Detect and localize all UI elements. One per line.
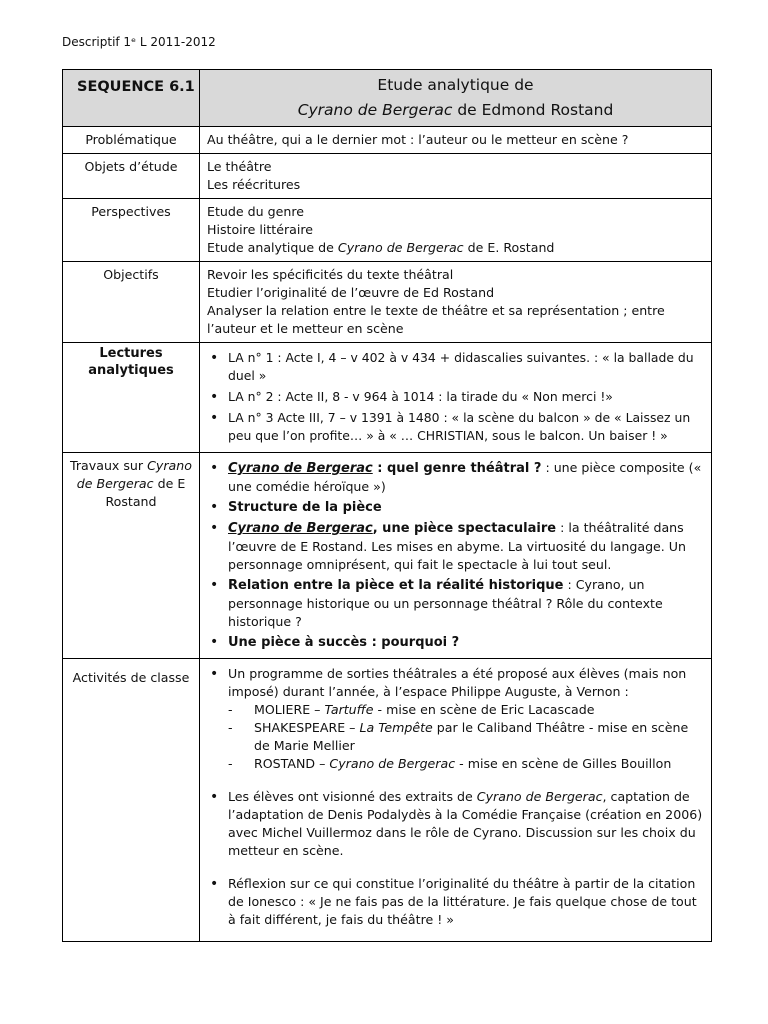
sequence-header-row [63,70,712,127]
travaux-item [207,576,705,631]
activite-d2-work: La Tempête [359,720,433,735]
problematique-label: Problématique [63,127,200,154]
perspectives-line: Etude du genre [207,204,304,219]
travaux-item1-head: : quel genre théâtral ? [372,461,542,476]
sequence-title-line2 [200,98,711,123]
objets-line: Les réécritures [207,177,301,192]
travaux-item1-work: Cyrano de Bergerac [228,461,373,476]
travaux-item2-head: Structure de la pièce [228,500,382,515]
row-activites [63,659,712,942]
travaux-item1-text: : une pièce composite (« une comédie héroïque ») [228,460,702,494]
problematique-text: Au théâtre, qui a le dernier mot : l’auteur ou le metteur en scène ? [200,127,712,154]
travaux-label-b: de E Rostand [105,476,186,509]
row-lectures [63,343,712,453]
activite-p2-b: , captation de l’adaptation de Denis Podalydès à la Comédie Française (création en 2006) avec Michel Vuillermoz dans le rôle de Cyrano. Discussion sur les choix du metteur en scène. [228,789,703,858]
lectures-content [200,343,712,453]
activites-content [200,659,712,942]
travaux-label-a: Travaux sur [70,458,148,473]
activite-d1-a: MOLIERE – [254,702,325,717]
objectifs-line: Revoir les spécificités du texte théâtral [207,267,454,282]
perspectives-content [200,199,712,262]
travaux-item [207,498,705,517]
objectifs-content [200,262,712,343]
perspectives-line [207,239,705,257]
row-objectifs [63,262,712,343]
activites-label: Activités de classe [63,659,200,942]
lecture-item: • LA n° 3 Acte III, 7 – v 1391 à 1480 : « la scène du balcon » de « Laissez un peu que l’on profite… » à « … CHRISTIAN, sous le balcon. Un baiser ! » [207,409,705,445]
travaux-item5-head: Une pièce à succès : pourquoi ? [228,635,460,650]
lecture-item: • LA n° 2 : Acte II, 8 - v 964 à 1014 : la tirade du « Non merci !» [207,388,705,406]
lectures-list [207,349,705,445]
page-header: Descriptif 1ᵉ L 2011-2012 [62,35,216,49]
row-travaux [63,453,712,659]
objectifs-line: Analyser la relation entre le texte de théâtre et sa représentation ; entre l’auteur et le metteur en scène [207,303,665,336]
travaux-item3-head: , une pièce spectaculaire [372,521,557,536]
activite-d3-work: Cyrano de Bergerac [329,756,456,771]
travaux-content [200,453,712,659]
activite-dash [228,755,705,773]
activite-d1-b: - mise en scène de Eric Lacascade [373,702,595,717]
sequence-title-rest: de Edmond Rostand [452,101,614,119]
perspectives-label: Perspectives [63,199,200,262]
lectures-label: Lectures analytiques [63,343,200,453]
activites-list [207,665,705,929]
perspectives-line3-a: Etude analytique de [207,240,338,255]
activite-d1-work: Tartuffe [324,702,374,717]
activite-p1: Un programme de sorties théâtrales a été proposé aux élèves (mais non imposé) durant l’année, à l’espace Philippe Auguste, à Vernon : [228,666,687,699]
sequence-title-line1: Etude analytique de [377,76,534,94]
activite-d3-a: ROSTAND – [254,756,330,771]
sequence-table [62,69,712,942]
travaux-item4-text: : Cyrano, un personnage historique ou un personnage théâtral ? Rôle du contexte historique ? [228,577,663,629]
activite-d2-b: par le Caliband Théâtre - mise en scène de Marie Mellier [254,720,689,753]
row-problematique [63,127,712,154]
perspectives-line: Histoire littéraire [207,222,313,237]
objets-line: Le théâtre [207,159,272,174]
perspectives-line3-work: Cyrano de Bergerac [337,240,464,255]
travaux-item3-work: Cyrano de Bergerac [228,521,373,536]
travaux-label-work: Cyrano de Bergerac [76,458,192,491]
sequence-title [200,70,712,127]
sequence-label: SEQUENCE 6.1 [63,70,200,127]
activite-item [207,788,705,860]
lecture-item: • LA n° 1 : Acte I, 4 – v 402 à v 434 + didascalies suivantes. : « la ballade du duel » [207,349,705,385]
sequence-title-work: Cyrano de Bergerac [297,101,453,119]
activite-item [207,665,705,773]
activite-p2-work: Cyrano de Bergerac [476,789,603,804]
objectifs-line: Etudier l’originalité de l’œuvre de Ed Rostand [207,285,495,300]
row-objets [63,154,712,199]
activite-dash [228,701,705,719]
activite-d2-a: SHAKESPEARE – [254,720,360,735]
travaux-label [63,453,200,659]
objets-label: Objets d’étude [63,154,200,199]
travaux-item [207,519,705,574]
travaux-item3-text: : la théâtralité dans l’œuvre de E Rostand. Les mises en abyme. La virtuosité du langage. Un personnage omniprésent, qui fait le spectacle à lui tout seul. [228,520,687,572]
travaux-item4-head: Relation entre la pièce et la réalité historique [228,578,564,593]
activite-item: • Réflexion sur ce qui constitue l’originalité du théâtre à partir de la citation de Ionesco : « Je ne fais pas de la littérature. Je fais quelque chose de tout à fait différent, je fais du théâtre ! » [207,875,705,929]
objets-content [200,154,712,199]
objectifs-label: Objectifs [63,262,200,343]
travaux-list [207,459,705,652]
activite-d3-b: - mise en scène de Gilles Bouillon [455,756,672,771]
travaux-item [207,459,705,496]
row-perspectives [63,199,712,262]
activite-dash [228,719,705,755]
activite-p2-a: Les élèves ont visionné des extraits de [228,789,477,804]
travaux-item [207,633,705,652]
perspectives-line3-b: de E. Rostand [463,240,555,255]
